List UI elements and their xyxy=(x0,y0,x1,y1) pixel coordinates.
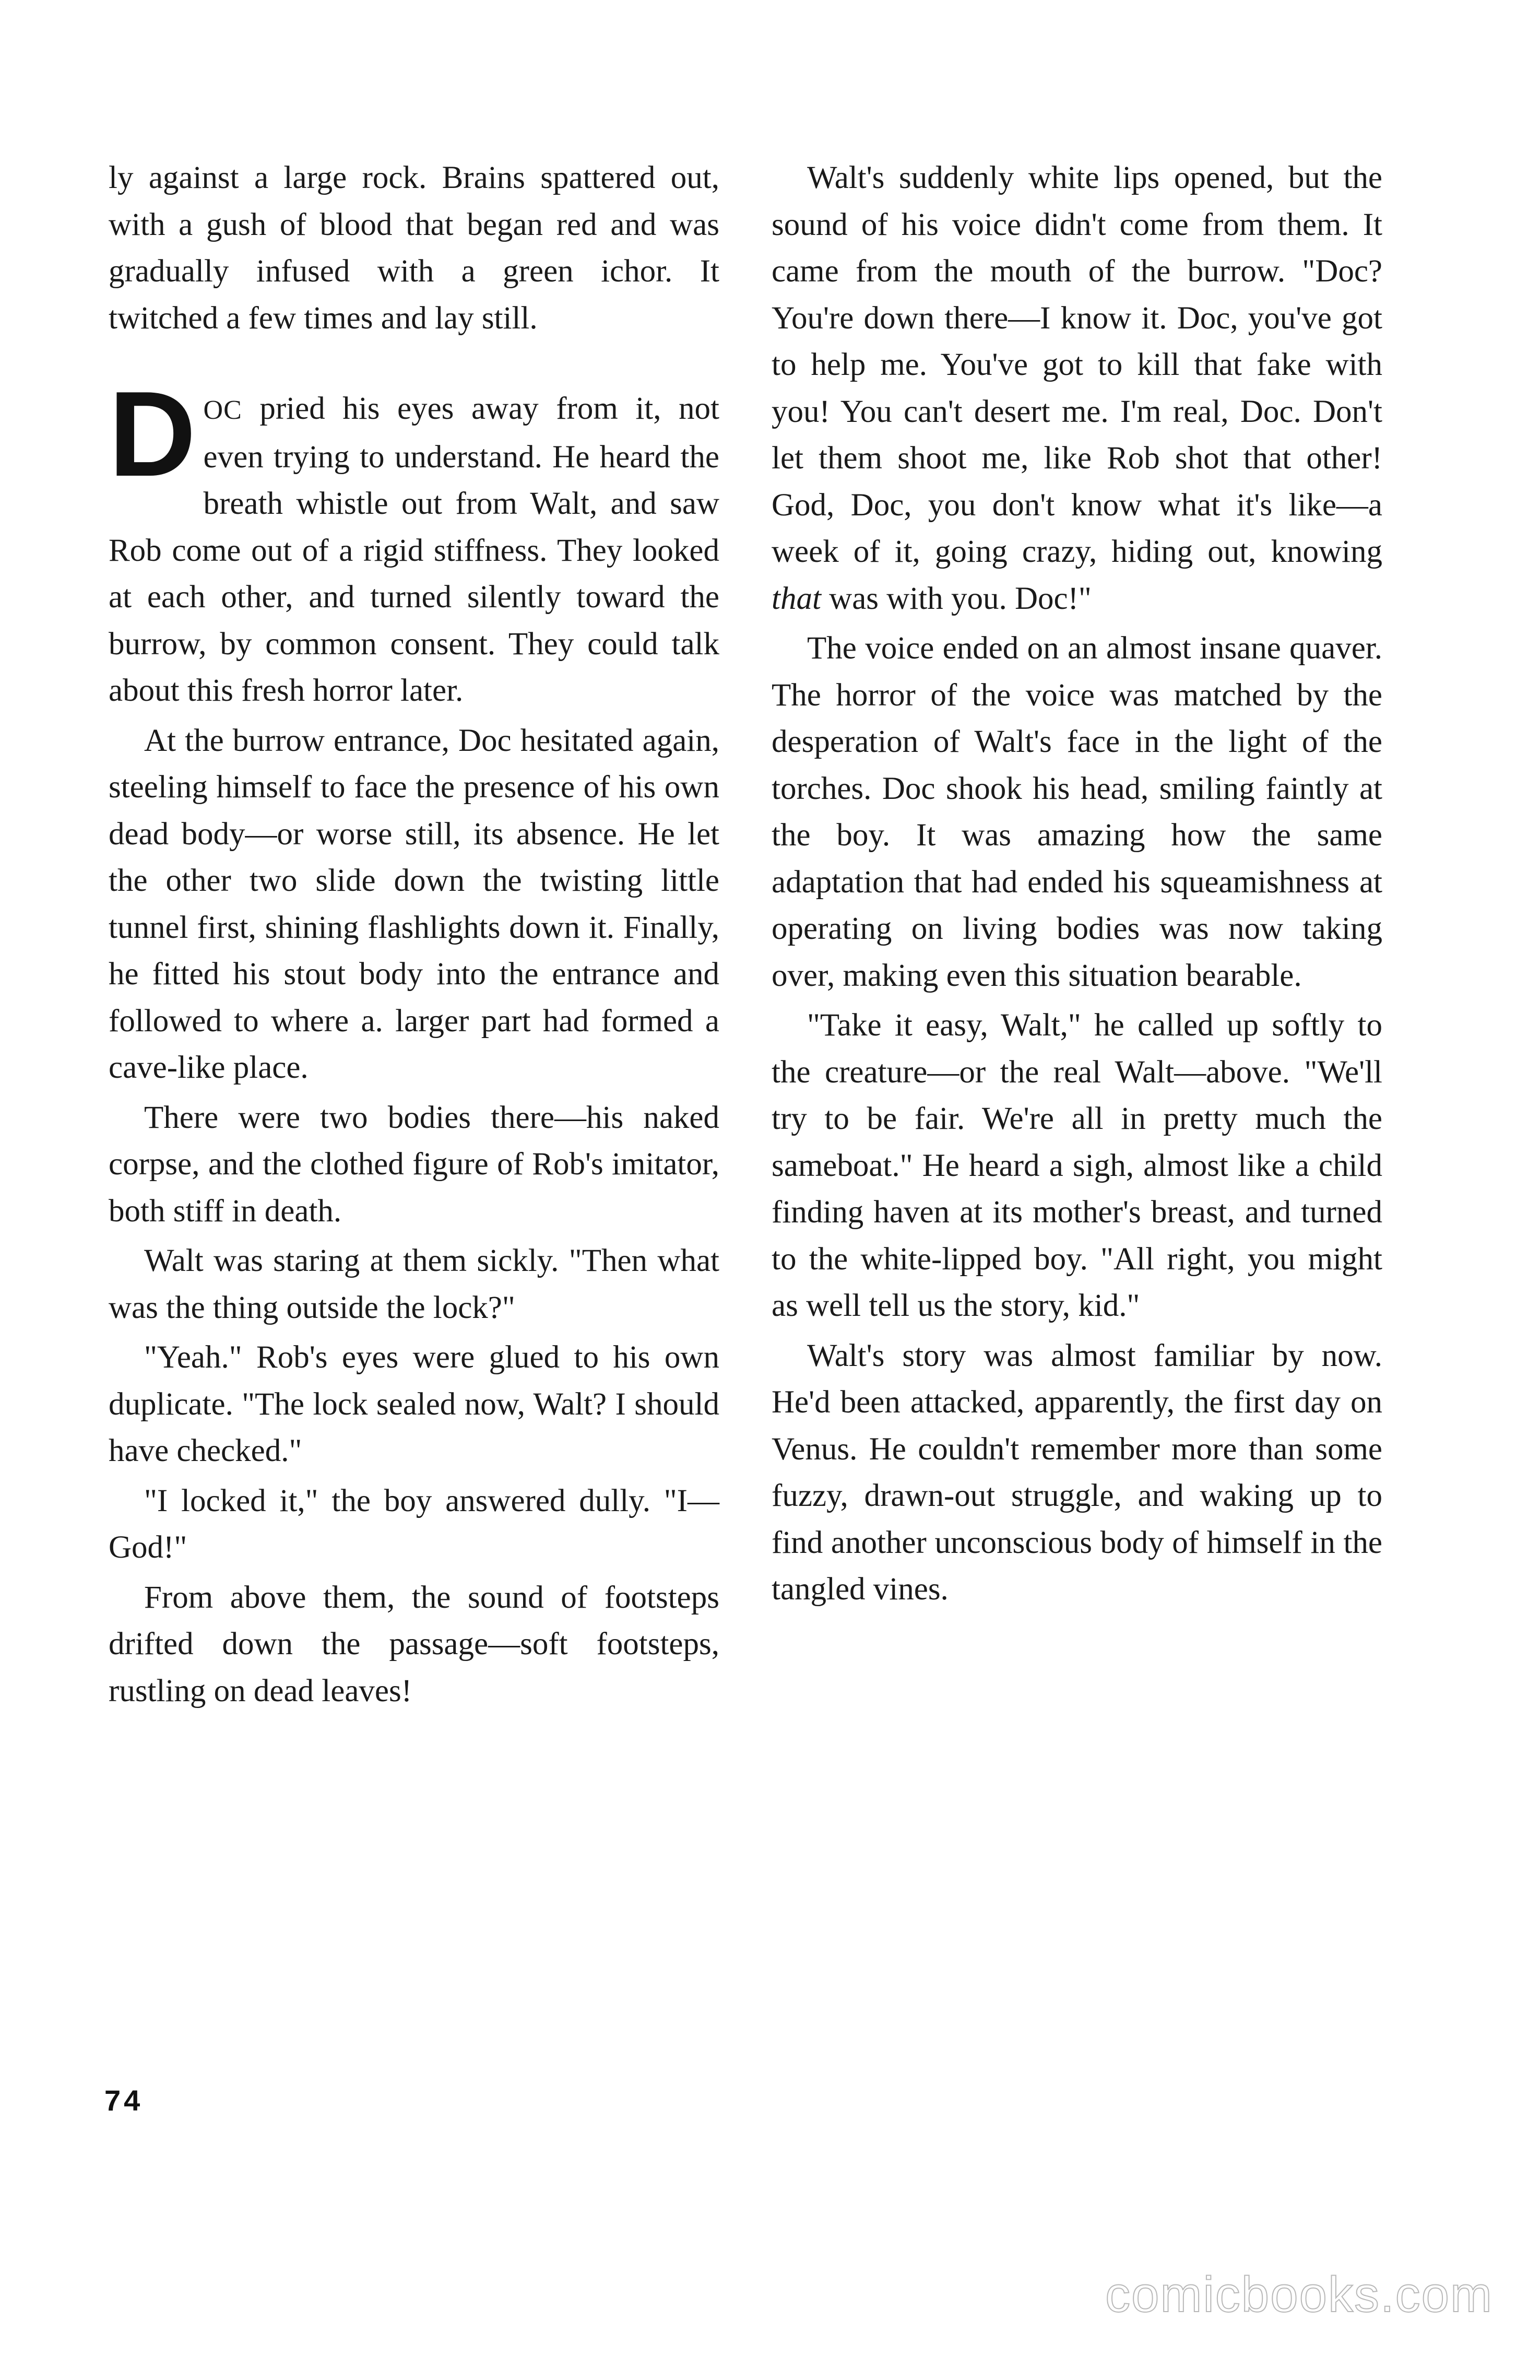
paragraph-text: was with you. Doc!" xyxy=(821,581,1092,616)
dropcap-lead: OC xyxy=(203,395,242,425)
paragraph: "Yeah." Rob's eyes were glued to his own duplicate. "The lock sealed now, Walt? I should have checked." xyxy=(109,1340,719,1468)
paragraph: At the burrow entrance, Doc hesitated again, steeling himself to face the presence of his own dead body—or worse still, its absence. He let the other two slide down the twisting little tunnel first, shining flashlights down it. Finally, he fitted his stout body into the entrance and followed to where a. larger part had formed a cave-like place. xyxy=(109,723,719,1085)
paragraph: The voice ended on an almost insane quaver. The horror of the voice was matched by the desperation of Walt's face in the light of the torches. Doc shook his head, smiling faintly at the boy. It was amazing how the same adaptation that had ended his squeamishness at operating on living bodies was now taking over, making even this situation bearable. xyxy=(772,631,1382,993)
paragraph: There were two bodies there—his naked corpse, and the clothed figure of Rob's imitator, both stiff in death. xyxy=(109,1100,719,1229)
italic-word: that xyxy=(772,581,821,616)
paragraph: From above them, the sound of footsteps drifted down the passage—soft footsteps, rustling on dead leaves! xyxy=(109,1580,719,1709)
right-column xyxy=(772,155,1382,1613)
paragraph: "Take it easy, Walt," he called up softly to the creature—or the real Walt—above. "We'll try to be fair. We're all in pretty much the sameboat." He heard a sigh, almost like a child finding haven at its mother's breast, and turned to the white-lipped boy. "All right, you might as well tell us the story, kid." xyxy=(772,1008,1382,1323)
paragraph-text: pried his eyes away from it, not even trying to understand. He heard the breath whistle out from Walt, and saw Rob come out of a rigid stiffness. They looked at each other, and turned silently toward the burrow, by common consent. They could talk about this fresh horror later. xyxy=(109,391,719,708)
page-number: 74 xyxy=(104,2084,144,2117)
paragraph: Walt was staring at them sickly. "Then what was the thing outside the lock?" xyxy=(109,1243,719,1325)
paragraph: "I locked it," the boy answered dully. "I—God!" xyxy=(109,1483,719,1565)
left-column xyxy=(109,155,719,1714)
paragraph: ly against a large rock. Brains spattered out, with a gush of blood that began red and was gradually infused with a green ichor. It twitched a few times and lay still. xyxy=(109,160,719,336)
drop-cap: D xyxy=(109,367,196,502)
watermark: comicbooks.com xyxy=(1105,2267,1493,2323)
paragraph-text: Walt's suddenly white lips opened, but the sound of his voice didn't come from them. It came from the mouth of the burrow. "Doc? You're down there—I know it. Doc, you've got to help me. You've got to kill that fake with you! You can't desert me. I'm real, Doc. Don't let them shoot me, like Rob shot that other! God, Doc, you don't know what it's like—a week of it, going crazy, hiding out, knowing xyxy=(772,160,1382,569)
paragraph xyxy=(772,155,1382,622)
paragraph: Walt's story was almost familiar by now. He'd been attacked, apparently, the first day on Venus. He couldn't remember more than some fuzzy, drawn-out struggle, and waking up to find another unconscious body of himself in the tangled vines. xyxy=(772,1338,1382,1607)
dropcap-paragraph xyxy=(109,367,719,714)
